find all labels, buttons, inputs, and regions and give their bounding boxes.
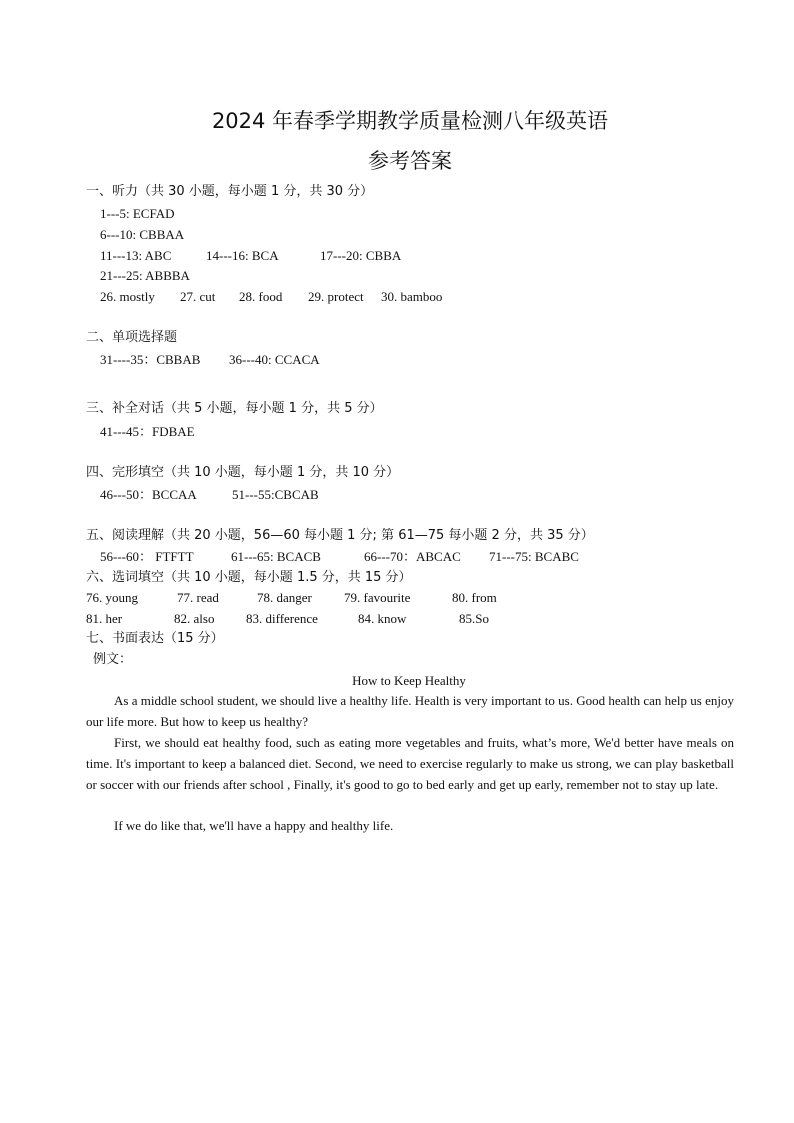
answer-line: 36---40: CCACA xyxy=(229,352,320,367)
answer-line: 82. also xyxy=(174,611,215,626)
answer-line: 56---60： FTFTT xyxy=(100,549,194,564)
page-subtitle: 参考答案 xyxy=(368,149,452,173)
answer-line: 28. food xyxy=(239,289,283,304)
answer-line: 78. danger xyxy=(257,590,312,605)
essay-paragraph: First, we should eat healthy food, such as eating more vegetables and fruits, what’s more, We'd better have meals on time. It's important to keep a balanced diet. Second, we need to exercise regularly to make us strong, we can play basketball or soccer with our friends after school , Finally, it's good to go to bed early and get up early, remember not to stay up late. xyxy=(86,735,734,792)
answer-line: 76. young xyxy=(86,590,138,605)
answer-line: 17---20: CBBA xyxy=(320,248,402,263)
section-cloze-heading: 四、完形填空（共 10 小题，每小题 1 分，共 10 分） xyxy=(86,465,400,480)
answer-line: 84. know xyxy=(358,611,407,626)
answer-line: 85.So xyxy=(459,611,489,626)
answer-line: 79. favourite xyxy=(344,590,411,605)
answer-line: 21---25: ABBBA xyxy=(100,268,190,283)
answer-line: 71---75: BCABC xyxy=(489,549,579,564)
answer-line: 81. her xyxy=(86,611,123,626)
answer-line: 77. read xyxy=(177,590,219,605)
section-listening-heading: 一、听力（共 30 小题，每小题 1 分，共 30 分） xyxy=(86,184,374,199)
answer-line: 51---55:CBCAB xyxy=(232,487,319,502)
answer-line: 80. from xyxy=(452,590,497,605)
answer-line: 46---50：BCCAA xyxy=(100,487,197,502)
answer-line: 27. cut xyxy=(180,289,216,304)
answer-line: 6---10: CBBAA xyxy=(100,227,185,242)
answer-line: 66---70：ABCAC xyxy=(364,549,461,564)
answer-line: 26. mostly xyxy=(100,289,155,304)
essay-paragraph: As a middle school student, we should live a healthy life. Health is very important to us. Good health can help us enjoy our life more. But how to keep us healthy? xyxy=(86,693,734,729)
section-multiple-choice-heading: 二、单项选择题 xyxy=(86,330,178,345)
essay-title: How to Keep Healthy xyxy=(352,673,466,688)
answer-line: 61---65: BCACB xyxy=(231,549,321,564)
page-title: 2024 年春季学期教学质量检测八年级英语 xyxy=(211,109,609,133)
answer-line: 29. protect xyxy=(308,289,364,304)
answer-line: 1---5: ECFAD xyxy=(100,206,175,221)
section-writing-heading: 七、书面表达（15 分） xyxy=(86,631,224,646)
section-dialogue-heading: 三、补全对话（共 5 小题，每小题 1 分，共 5 分） xyxy=(86,401,383,416)
answer-line: 30. bamboo xyxy=(381,289,443,304)
answer-line: 11---13: ABC xyxy=(100,248,172,263)
section-reading-heading: 五、阅读理解（共 20 小题，56—60 每小题 1 分; 第 61—75 每小题 2 分，共 35 分） xyxy=(86,528,594,543)
example-label: 例文： xyxy=(93,652,133,667)
answer-line: 14---16: BCA xyxy=(206,248,279,263)
section-word-fill-heading: 六、选词填空（共 10 小题，每小题 1.5 分，共 15 分） xyxy=(86,570,412,585)
answer-line: 41---45：FDBAE xyxy=(100,424,195,439)
answer-line: 31----35：CBBAB xyxy=(100,352,201,367)
essay-paragraph: If we do like that, we'll have a happy and healthy life. xyxy=(114,818,394,833)
answer-line: 83. difference xyxy=(246,611,318,626)
